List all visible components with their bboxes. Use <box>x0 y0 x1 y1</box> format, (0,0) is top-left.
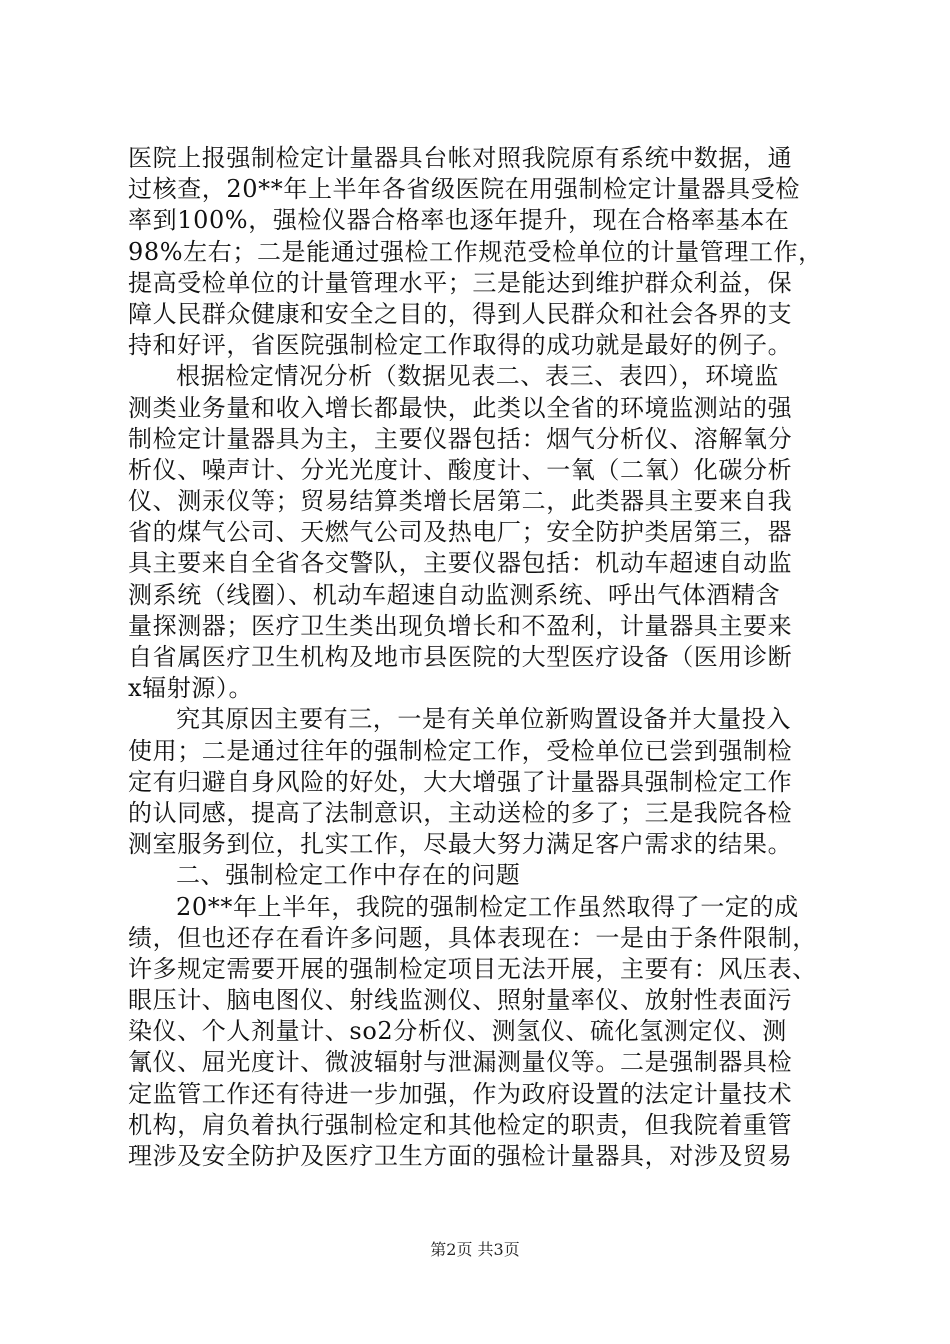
text-line: 氰仪、屈光度计、微波辐射与泄漏测量仪等。二是强制器具检 <box>128 1048 793 1077</box>
text-line: 持和好评，省医院强制检定工作取得的成功就是最好的例子。 <box>128 331 793 360</box>
text-line: 定有归避自身风险的好处，大大增强了计量器具强制检定工作 <box>128 767 793 796</box>
text-line: 量探测器；医疗卫生类出现负增长和不盈利，计量器具主要来 <box>128 611 793 640</box>
text-line: 测室服务到位，扎实工作，尽最大努力满足客户需求的结果。 <box>128 830 793 859</box>
text-line: 许多规定需要开展的强制检定项目无法开展，主要有：风压表、 <box>128 954 817 983</box>
text-line: 具主要来自全省各交警队，主要仪器包括：机动车超速自动监 <box>128 549 793 578</box>
text-line: 测系统（线圈）、机动车超速自动监测系统、呼出气体酒精含 <box>128 580 781 609</box>
text-line: 测类业务量和收入增长都最快，此类以全省的环境监测站的强 <box>128 393 793 422</box>
text-line: 提高受检单位的计量管理水平；三是能达到维护群众利益，保 <box>128 268 793 297</box>
text-line: 析仪、噪声计、分光光度计、酸度计、一氧（二氧）化碳分析 <box>128 455 793 484</box>
text-line: 98%左右；二是能通过强检工作规范受检单位的计量管理工作， <box>128 237 823 266</box>
text-line: 过核查，20**年上半年各省级医院在用强制检定计量器具受检 <box>128 175 800 204</box>
text-line: 医院上报强制检定计量器具台帐对照我院原有系统中数据，通 <box>128 144 793 172</box>
text-line: 使用；二是通过往年的强制检定工作，受检单位已尝到强制检 <box>128 736 793 765</box>
text-line: 障人民群众健康和安全之目的，得到人民群众和社会各界的支 <box>128 299 793 328</box>
text-line: 仪、测汞仪等；贸易结算类增长居第二，此类器具主要来自我 <box>128 487 793 516</box>
text-line: 的认同感，提高了法制意识，主动送检的多了；三是我院各检 <box>128 798 793 827</box>
text-line: 自省属医疗卫生机构及地市县医院的大型医疗设备（医用诊断 <box>128 643 793 671</box>
document-body <box>128 143 834 1172</box>
text-line: 眼压计、脑电图仪、射线监测仪、照射量率仪、放射性表面污 <box>128 986 793 1015</box>
text-line: x辐射源）。 <box>128 674 254 703</box>
text-line: 定监管工作还有待进一步加强，作为政府设置的法定计量技术 <box>128 1079 793 1108</box>
text-line: 率到100%，强检仪器合格率也逐年提升，现在合格率基本在 <box>128 206 790 235</box>
text-line: 绩，但也还存在看许多问题，具体表现在：一是由于条件限制， <box>128 923 817 952</box>
text-line: 20**年上半年，我院的强制检定工作虽然取得了一定的成 <box>176 892 799 921</box>
text-line: 根据检定情况分析（数据见表二、表三、表四），环境监 <box>176 362 779 391</box>
text-line: 二、强制检定工作中存在的问题 <box>176 861 521 890</box>
text-line: 制检定计量器具为主，主要仪器包括：烟气分析仪、溶解氧分 <box>128 424 793 453</box>
page-footer: 第2页 共3页 <box>430 1240 520 1259</box>
text-line: 究其原因主要有三，一是有关单位新购置设备并大量投入 <box>176 705 791 734</box>
text-line: 机构，肩负着执行强制检定和其他检定的职责，但我院着重管 <box>128 1110 793 1139</box>
text-line: 染仪、个人剂量计、so2分析仪、测氢仪、硫化氢测定仪、测 <box>128 1017 787 1046</box>
text-line: 省的煤气公司、天燃气公司及热电厂；安全防护类居第三，器 <box>128 518 793 547</box>
text-line: 理涉及安全防护及医疗卫生方面的强检计量器具，对涉及贸易 <box>128 1142 793 1170</box>
